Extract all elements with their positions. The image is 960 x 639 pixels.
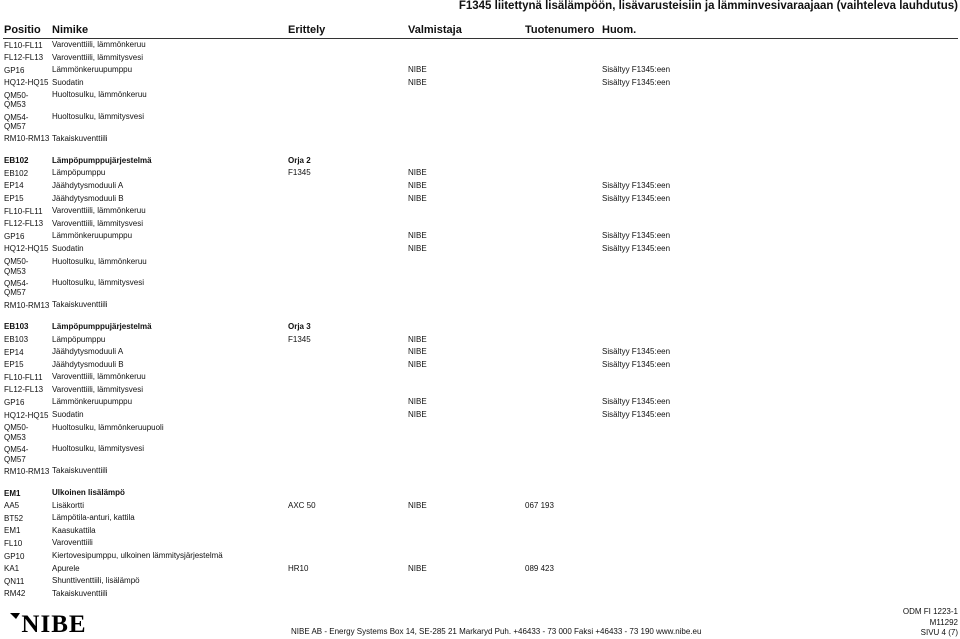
cell-position: FL10 bbox=[4, 538, 23, 548]
cell-position: EB102 bbox=[4, 156, 29, 166]
table-row bbox=[0, 588, 960, 601]
cell-name: Lämpöpumppu bbox=[52, 334, 106, 344]
cell-position: EP14 bbox=[4, 181, 24, 191]
table-row bbox=[0, 52, 960, 65]
cell-position: FL12-FL13 bbox=[4, 219, 44, 229]
cell-manufacturer: NIBE bbox=[408, 500, 427, 510]
table-row bbox=[0, 563, 960, 576]
cell-note: Sisältyy F1345:een bbox=[602, 410, 671, 420]
table-row bbox=[0, 422, 960, 444]
cell-manufacturer: NIBE bbox=[408, 180, 427, 190]
table-row bbox=[0, 384, 960, 397]
cell-position: RM42 bbox=[4, 589, 26, 599]
cell-name: Takaiskuventtiili bbox=[52, 466, 108, 476]
cell-name: Shunttiventtiili, lisälämpö bbox=[52, 576, 140, 586]
cell-note: Sisältyy F1345:een bbox=[602, 243, 671, 253]
cell-note: Sisältyy F1345:een bbox=[602, 359, 671, 369]
cell-spec: HR10 bbox=[288, 563, 309, 573]
cell-position: EP14 bbox=[4, 347, 24, 357]
cell-position: GP16 bbox=[4, 397, 25, 407]
cell-note: Sisältyy F1345:een bbox=[602, 180, 671, 190]
section-header-row bbox=[0, 155, 960, 168]
cell-name: Huoltosulku, lämmönkeruupuoli bbox=[52, 422, 164, 432]
cell-manufacturer: NIBE bbox=[408, 243, 427, 253]
cell-spec: AXC 50 bbox=[288, 500, 316, 510]
cell-spec: F1345 bbox=[288, 334, 311, 344]
cell-note: Sisältyy F1345:een bbox=[602, 347, 671, 357]
cell-name: Huoltosulku, lämmitysvesi bbox=[52, 278, 145, 288]
cell-part-number: 089 423 bbox=[525, 563, 554, 573]
cell-part-number: 067 193 bbox=[525, 500, 554, 510]
cell-position: GP10 bbox=[4, 551, 25, 561]
cell-position: GP16 bbox=[4, 231, 25, 241]
cell-manufacturer: NIBE bbox=[408, 347, 427, 357]
cell-name: Huoltosulku, lämmönkeruu bbox=[52, 90, 147, 100]
table-row bbox=[0, 205, 960, 218]
table-row bbox=[0, 77, 960, 90]
cell-spec: Orja 3 bbox=[288, 321, 311, 331]
cell-name: Lämmönkeruupumppu bbox=[52, 231, 133, 241]
table-row bbox=[0, 443, 960, 465]
cell-manufacturer: NIBE bbox=[408, 168, 427, 178]
table-row bbox=[0, 500, 960, 513]
section-header-row bbox=[0, 321, 960, 334]
cell-position: QN11 bbox=[4, 576, 25, 586]
table-row bbox=[0, 167, 960, 180]
table-row bbox=[0, 465, 960, 487]
cell-position: QM50-QM53 bbox=[4, 90, 29, 110]
cell-position: QM50-QM53 bbox=[4, 423, 29, 442]
cell-position: EB102 bbox=[4, 168, 29, 178]
table-row bbox=[0, 299, 960, 321]
table-row bbox=[0, 575, 960, 588]
table-row bbox=[0, 243, 960, 256]
cell-position: QM54-QM57 bbox=[4, 278, 29, 298]
cell-note: Sisältyy F1345:een bbox=[602, 231, 671, 241]
cell-name: Varoventtiili, lämmitysvesi bbox=[52, 52, 143, 62]
cell-position: EM1 bbox=[4, 526, 21, 536]
cell-position: EB103 bbox=[4, 335, 29, 344]
document-references bbox=[903, 607, 958, 639]
cell-position: RM10-RM13 bbox=[4, 300, 50, 310]
cell-position: QM54-QM57 bbox=[4, 112, 29, 132]
cell-manufacturer: NIBE bbox=[408, 410, 427, 420]
cell-note: Sisältyy F1345:een bbox=[602, 77, 671, 87]
cell-name: Takaiskuventtiili bbox=[52, 588, 108, 598]
document-code: M11292 bbox=[929, 617, 958, 627]
cell-position: FL10-FL11 bbox=[4, 206, 43, 216]
cell-spec: Orja 2 bbox=[288, 155, 311, 165]
cell-position: HQ12-HQ15 bbox=[4, 78, 49, 88]
document-title: F1345 liitettynä lisälämpöön, lisävarusteisiin ja lämminvesivaraajaan (vaihteleva lauhdutus) bbox=[458, 0, 958, 12]
table-row bbox=[0, 550, 960, 563]
cell-manufacturer: NIBE bbox=[408, 334, 427, 344]
cell-position: QM54-QM57 bbox=[4, 444, 29, 464]
table-row bbox=[0, 256, 960, 278]
cell-position: KA1 bbox=[4, 564, 20, 574]
cell-manufacturer: NIBE bbox=[408, 397, 427, 407]
cell-name: Suodatin bbox=[52, 410, 84, 420]
cell-position: FL12-FL13 bbox=[4, 385, 44, 395]
column-header-spec: Erittely bbox=[288, 24, 326, 36]
cell-name: Huoltosulku, lämmitysvesi bbox=[52, 112, 145, 122]
table-row bbox=[0, 180, 960, 193]
document-ref: ODM FI 1223-1 bbox=[902, 607, 958, 616]
column-header-part-number: Tuotenumero bbox=[525, 24, 595, 36]
cell-position: FL10-FL11 bbox=[4, 372, 43, 382]
cell-name: Huoltosulku, lämmönkeruu bbox=[52, 256, 147, 266]
cell-name: Varoventtiili, lämmitysvesi bbox=[52, 218, 143, 228]
cell-manufacturer: NIBE bbox=[408, 359, 427, 369]
column-header-note: Huom. bbox=[602, 24, 637, 36]
cell-name: Varoventtiili, lämmönkeruu bbox=[52, 40, 146, 49]
cell-position: BT52 bbox=[4, 513, 24, 523]
cell-position: EM1 bbox=[4, 488, 21, 498]
cell-position: QM50-QM53 bbox=[4, 257, 29, 276]
cell-name: Jäähdytysmoduuli B bbox=[52, 359, 124, 369]
cell-position: FL12-FL13 bbox=[4, 53, 44, 63]
cell-manufacturer: NIBE bbox=[408, 563, 427, 573]
table-row bbox=[0, 346, 960, 359]
table-row bbox=[0, 396, 960, 409]
cell-note: Sisältyy F1345:een bbox=[602, 65, 671, 75]
table-row bbox=[0, 89, 960, 111]
component-table bbox=[0, 39, 960, 600]
table-row bbox=[0, 512, 960, 525]
cell-position: EB103 bbox=[4, 322, 29, 332]
cell-name: Lämpötila-anturi, kattila bbox=[52, 513, 135, 523]
cell-position: RM10-RM13 bbox=[4, 134, 50, 144]
table-row bbox=[0, 64, 960, 77]
table-row bbox=[0, 230, 960, 243]
cell-name: Takaiskuventtiili bbox=[52, 300, 108, 310]
cell-manufacturer: NIBE bbox=[408, 65, 427, 75]
page-number: SIVU 4 (7) bbox=[920, 628, 958, 637]
table-row bbox=[0, 277, 960, 299]
cell-name: Lämmönkeruupumppu bbox=[52, 65, 133, 75]
cell-name: Lämpöpumppujärjestelmä bbox=[52, 321, 152, 331]
table-row bbox=[0, 39, 960, 52]
cell-name: Lämpöpumppujärjestelmä bbox=[52, 155, 152, 165]
cell-manufacturer: NIBE bbox=[408, 193, 427, 203]
cell-position: EP15 bbox=[4, 360, 24, 370]
cell-name: Lämpöpumppu bbox=[52, 168, 106, 178]
table-row bbox=[0, 193, 960, 206]
cell-name: Suodatin bbox=[52, 243, 84, 253]
column-header-manufacturer: Valmistaja bbox=[408, 24, 462, 36]
cell-name: Takaiskuventtiili bbox=[52, 133, 108, 143]
cell-name: Kiertovesipumppu, ulkoinen lämmitysjärjestelmä bbox=[52, 551, 223, 561]
table-row bbox=[0, 334, 960, 347]
logo-wordmark: NIBE bbox=[21, 611, 87, 635]
table-row bbox=[0, 133, 960, 155]
cell-name: Varoventtiili, lämmitysvesi bbox=[52, 384, 143, 394]
cell-name: Huoltosulku, lämmitysvesi bbox=[52, 444, 145, 454]
page-footer bbox=[0, 604, 960, 637]
cell-manufacturer: NIBE bbox=[408, 77, 427, 87]
table-row bbox=[0, 359, 960, 372]
table-row bbox=[0, 111, 960, 133]
cell-manufacturer: NIBE bbox=[408, 231, 427, 241]
cell-position: FL10-FL11 bbox=[4, 40, 43, 50]
nibe-logo bbox=[4, 611, 104, 635]
cell-name: Suodatin bbox=[52, 77, 84, 87]
table-row bbox=[0, 409, 960, 422]
cell-name: Ulkoinen lisälämpö bbox=[52, 488, 125, 498]
cell-position: RM10-RM13 bbox=[4, 466, 50, 476]
cell-name: Lämmönkeruupumppu bbox=[52, 397, 133, 407]
column-header-name: Nimike bbox=[52, 24, 89, 36]
cell-name: Varoventtiili, lämmönkeruu bbox=[52, 206, 146, 216]
table-row bbox=[0, 218, 960, 231]
cell-name: Apurele bbox=[52, 563, 80, 573]
cell-name: Kaasukattila bbox=[52, 525, 96, 535]
cell-position: HQ12-HQ15 bbox=[4, 244, 49, 254]
cell-position: AA5 bbox=[4, 501, 20, 511]
table-row bbox=[0, 371, 960, 384]
section-header-row bbox=[0, 487, 960, 500]
cell-name: Varoventtiili, lämmönkeruu bbox=[52, 372, 146, 382]
table-row bbox=[0, 537, 960, 550]
cell-position: EP15 bbox=[4, 194, 24, 204]
cell-name: Lisäkortti bbox=[52, 500, 85, 510]
cell-note: Sisältyy F1345:een bbox=[602, 193, 671, 203]
cell-spec: F1345 bbox=[288, 168, 311, 178]
cell-name: Jäähdytysmoduuli A bbox=[52, 180, 124, 190]
company-info: NIBE AB - Energy Systems Box 14, SE-285 21 Markaryd Puh. +46433 - 73 000 Faksi +46433 - 73 190 www.nibe.eu bbox=[291, 627, 702, 636]
cell-position: HQ12-HQ15 bbox=[4, 410, 49, 420]
cell-position: GP16 bbox=[4, 65, 25, 75]
cell-note: Sisältyy F1345:een bbox=[602, 397, 671, 407]
column-header-position: Positio bbox=[4, 24, 41, 36]
cell-name: Jäähdytysmoduuli A bbox=[52, 347, 124, 357]
cell-name: Jäähdytysmoduuli B bbox=[52, 193, 124, 203]
table-row bbox=[0, 525, 960, 538]
cell-name: Varoventtiili bbox=[52, 538, 93, 548]
